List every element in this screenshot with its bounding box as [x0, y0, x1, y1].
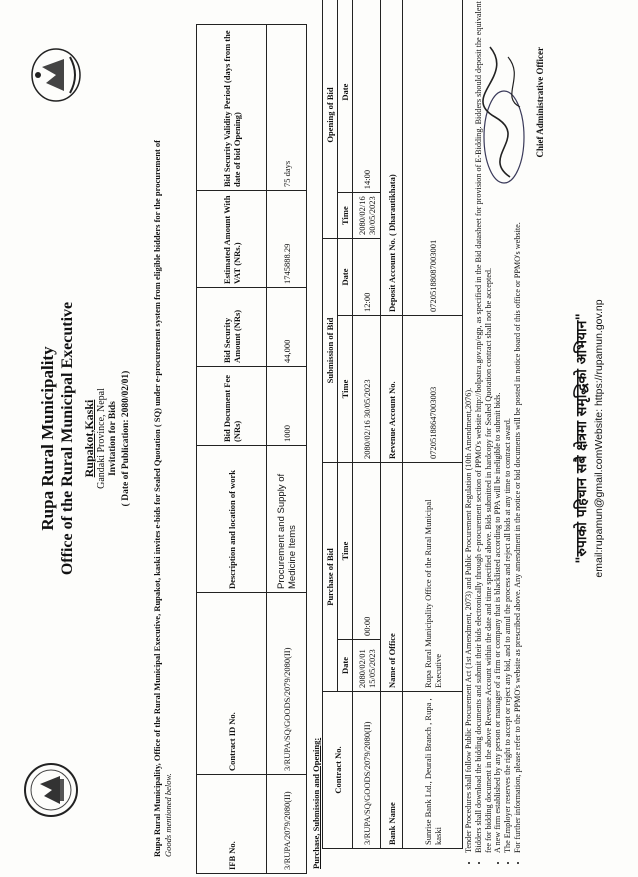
- slogan: "रुपाको पहिचान सबै क्षेत्रमा समृद्धिको अभियान": [574, 313, 590, 564]
- schedule-section-title: Purchase, Submission and Opening:: [311, 737, 321, 869]
- col-bid-security: Bid Security Amount (NRs): [197, 288, 267, 367]
- cell-revenue-account: 07205188647003003: [403, 316, 463, 463]
- schedule-header-row-1: [323, 0, 338, 849]
- list-item: • For further information, please refer to the PPMO's website as prescribed above. Any amendment in the notice or bid documents will be posted in notice board of this office or PPMO's website.: [513, 0, 523, 853]
- col-validity-period: Bid Security Validity Period (days from the date of bid Opening): [197, 25, 267, 191]
- cell-purchase-time: 00:00: [353, 463, 381, 640]
- cell-contract-no: 3/RUPA/SQ/GOODS/2079/2080(II): [353, 692, 381, 849]
- col-contract-id: Contract ID No.: [197, 593, 267, 775]
- cell-ifb-no: 3/RUPA/2079/2080(II): [267, 775, 307, 874]
- bids-table: [196, 24, 307, 874]
- col-deposit-account: Deposit Account No. ( Dharautikhata): [381, 0, 403, 316]
- col-office-name: Name of Office: [381, 463, 403, 692]
- office-location: Rupakot,Kaski: [82, 399, 96, 478]
- cell-description: Procurement and Supply of Medicine Items: [267, 446, 307, 593]
- intro-paragraph: [152, 17, 174, 857]
- col-contract-no: Contract No.: [323, 692, 353, 849]
- cell-bid-fee: 1000: [267, 367, 307, 446]
- col-purchase-of-bid: Purchase of Bid: [323, 463, 338, 692]
- col-submission-time: Time: [338, 316, 353, 463]
- cell-bid-security: 44,000: [267, 288, 307, 367]
- cell-deposit-account: 07205188087003001: [403, 0, 463, 316]
- col-submission-date: Date: [338, 239, 353, 316]
- notice-heading: Invitation for Bids: [108, 401, 118, 476]
- municipality-name: Rupa Rural Municipality: [38, 346, 57, 531]
- cell-bank-name: Sunrise Bank Ltd., Deurali Branch , Rupa , kaski: [403, 692, 463, 849]
- col-submission-of-bid: Submission of Bid: [323, 239, 338, 463]
- list-item: • Bidders shall download the bidding documents and submit their bids electronically through e-procurement section of PPMO's website http://bolpatra.gov.np/egp, as specified in the Bid datasheet for provision of E-Bidding. Bidders should deposit the equivalent fee for bidding document in the above Revenue Account within the date and time specified above. Bids submitted in hardcopy for Sealed Quotation contract shall not be accepted.: [474, 0, 494, 853]
- intro-sub: Goods mentioned below.: [163, 773, 173, 857]
- cell-validity-period: 75 days: [267, 25, 307, 191]
- signature-stamp: [470, 27, 536, 197]
- col-bank-name: Bank Name: [381, 692, 403, 849]
- publication-date: ( Date of Publication: 2080/02/01): [121, 370, 131, 507]
- list-item: • A new firm established by any person or manager of a firm or company that is blacklisted according to PPA will be ineligible to submit bids.: [493, 0, 503, 853]
- cell-office-name: Rupa Rural Municipality Office of the Rural Municipal Executive: [403, 463, 463, 692]
- cell-purchase-date: 2080/02/01 15/05/2023: [353, 640, 381, 692]
- intro-text: Rupa Rural Municipality, Office of the Rural Municipal Executive, Rupakot, kaski invites e-bids for Sealed Quotation ( SQ) under e-procurement system from eligible bidders for the procurement of: [152, 140, 162, 857]
- schedule-table: [322, 0, 463, 849]
- cell-opening-time: 14:00: [353, 0, 381, 193]
- cell-submission-time: 12:00: [353, 239, 381, 316]
- table-row: [267, 25, 307, 874]
- contact-info: email:rupamun@gmail.comWebsite: https://rupamun.gov.np: [593, 299, 605, 578]
- province-name: Gandaki Province, Nepal: [96, 388, 107, 489]
- office-name: Office of the Rural Municipal Executive: [59, 301, 76, 576]
- list-item: • Tender Procedures shall follow Public Procurement Act (1st Amendment, 2073) and Public Procurement Regulation (10th Amendment,2076).: [464, 0, 474, 853]
- col-description: Description and location of work: [197, 446, 267, 593]
- col-bid-fee: Bid Document Fee (NRs): [197, 367, 267, 446]
- col-estimated-amount: Estimated Amount With VAT (NRs.): [197, 191, 267, 288]
- col-revenue-account: Revenue Account No.: [381, 316, 403, 463]
- col-opening-time: Time: [338, 193, 353, 239]
- bids-header-row: [197, 25, 267, 874]
- table-row: [403, 0, 463, 849]
- col-purchase-time: Time: [338, 463, 353, 640]
- table-row: [353, 0, 381, 849]
- signature-title: Chief Administrative Officer: [535, 47, 545, 158]
- cell-submission-date: 2080/02/16 30/05/2023: [353, 316, 381, 463]
- account-header-row: [381, 0, 403, 849]
- col-ifb-no: IFB No.: [197, 775, 267, 874]
- cell-opening-date: 2080/02/16 30/05/2023: [353, 193, 381, 239]
- cell-estimated-amount: 1745888.29: [267, 191, 307, 288]
- col-opening-date: Date: [338, 0, 353, 193]
- col-opening-of-bid: Opening of Bid: [323, 0, 338, 239]
- cell-contract-id: 3/RUPA/SQ/GOODS/2079/2080(II): [267, 593, 307, 775]
- list-item: • The Employer reserves the right to accept or reject any bid, and to annul the process and reject all bids at any time to contract award.: [503, 0, 513, 853]
- col-purchase-date: Date: [338, 640, 353, 692]
